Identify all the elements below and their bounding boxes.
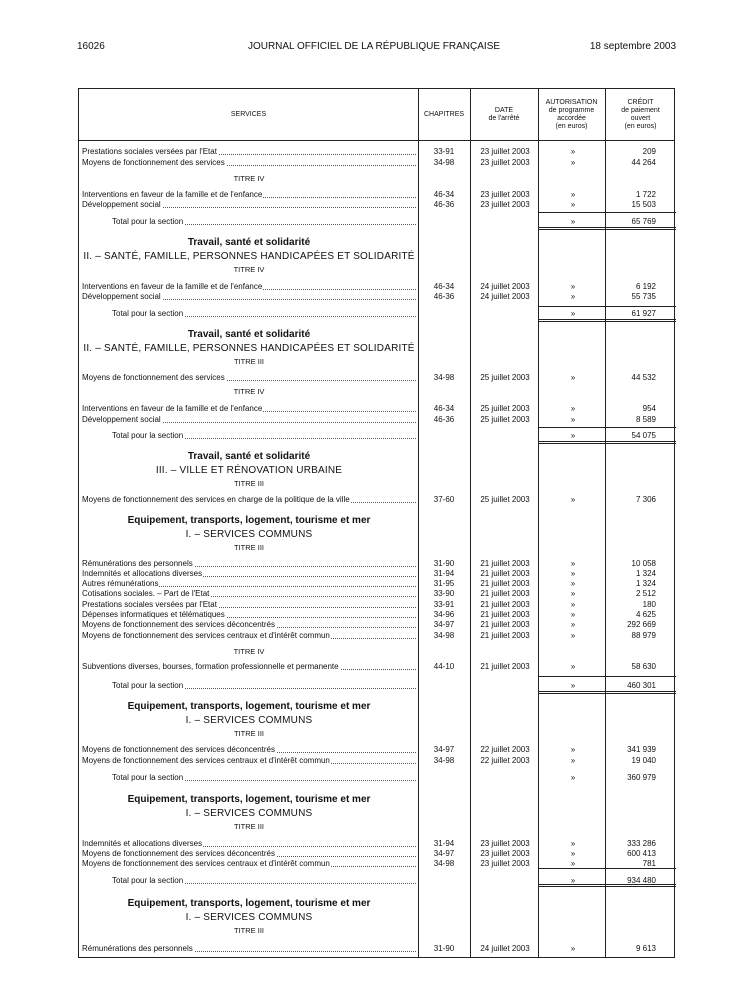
journal-title: JOURNAL OFFICIEL DE LA RÉPUBLIQUE FRANÇAISE (247, 41, 501, 52)
titre-heading: TITRE IV (233, 174, 265, 183)
table-row (79, 849, 676, 859)
authorization-amount: » (570, 373, 576, 382)
total-rule (538, 212, 676, 213)
credit-amount: 180 (642, 600, 656, 609)
titre-heading: TITRE III (234, 822, 264, 831)
section-heading: I. – SERVICES COMMUNS (185, 808, 313, 819)
decree-date: 25 juillet 2003 (480, 495, 530, 504)
chapter-code: 31-94 (433, 569, 455, 578)
row-label-text: Interventions en faveur de la famille et de l'enfance (82, 282, 263, 291)
total-double-rule (538, 319, 676, 322)
decree-date: 24 juillet 2003 (480, 944, 530, 953)
row-label (82, 745, 416, 755)
table-row (79, 756, 676, 766)
chapter-code: 46-34 (433, 282, 455, 291)
total-double-rule (538, 227, 676, 230)
decree-date: 23 juillet 2003 (480, 147, 530, 156)
chapter-code: 31-94 (433, 839, 455, 848)
authorization-amount: » (570, 404, 576, 413)
row-label (82, 859, 416, 869)
row-label-text: Moyens de fonctionnement des services déconcentrés (82, 620, 275, 629)
chapter-code: 33-91 (433, 147, 455, 156)
total-rule (538, 676, 676, 677)
credit-amount: 54 075 (631, 431, 656, 440)
total-row (79, 431, 676, 441)
row-label-text: Interventions en faveur de la famille et de l'enfance (82, 190, 263, 199)
row-label (82, 415, 416, 425)
decree-date: 21 juillet 2003 (480, 589, 530, 598)
section-heading: I. – SERVICES COMMUNS (185, 912, 313, 923)
credit-amount: 341 939 (627, 745, 656, 754)
row-label (82, 944, 416, 954)
row-label-text: Dépenses informatiques et télématiques (82, 610, 225, 619)
authorization-amount: » (570, 292, 576, 301)
ministry-heading: Travail, santé et solidarité (187, 329, 311, 340)
row-label-text: Moyens de fonctionnement des services (82, 158, 225, 167)
decree-date: 23 juillet 2003 (480, 839, 530, 848)
chapter-code: 34-98 (433, 859, 455, 868)
authorization-amount: » (570, 559, 576, 568)
column-header-autorisation-line: de programme (548, 106, 595, 114)
table-row (79, 944, 676, 954)
table-row (79, 495, 676, 505)
issue-date: 18 septembre 2003 (589, 41, 676, 52)
decree-date: 25 juillet 2003 (480, 415, 530, 424)
row-label-text: Moyens de fonctionnement des services centraux et d'intérêt commun (82, 631, 330, 640)
row-label (82, 756, 416, 766)
row-label (82, 158, 416, 168)
authorization-amount: » (570, 147, 576, 156)
row-label (82, 373, 416, 383)
section-heading: I. – SERVICES COMMUNS (185, 715, 313, 726)
table-row (79, 373, 676, 383)
chapter-code: 34-96 (433, 610, 455, 619)
row-label (82, 190, 416, 200)
decree-date: 23 juillet 2003 (480, 859, 530, 868)
decree-date: 22 juillet 2003 (480, 756, 530, 765)
decree-date: 23 juillet 2003 (480, 158, 530, 167)
chapter-code: 33-91 (433, 600, 455, 609)
chapter-code: 34-97 (433, 620, 455, 629)
authorization-amount: » (570, 944, 576, 953)
authorization-amount: » (570, 217, 576, 226)
row-label-text: Rémunérations des personnels (82, 944, 193, 953)
decree-date: 24 juillet 2003 (480, 292, 530, 301)
credit-amount: 9 613 (635, 944, 656, 953)
credit-amount: 1 324 (635, 569, 656, 578)
total-row (79, 309, 676, 319)
row-label (82, 282, 416, 292)
ministry-heading: Travail, santé et solidarité (187, 451, 311, 462)
chapter-code: 34-98 (433, 631, 455, 640)
decree-date: 21 juillet 2003 (480, 662, 530, 671)
total-row (79, 773, 676, 783)
row-label-text: Prestations sociales versées par l'Etat (82, 147, 217, 156)
ministry-heading: Equipement, transports, logement, tourisme et mer (127, 701, 371, 712)
table-row (79, 631, 676, 641)
row-label-text: Développement social (82, 292, 161, 301)
table-row (79, 859, 676, 869)
credit-amount: 61 927 (631, 309, 656, 318)
chapter-code: 31-90 (433, 944, 455, 953)
authorization-amount: » (570, 190, 576, 199)
row-label-text: Interventions en faveur de la famille et de l'enfance (82, 404, 263, 413)
authorization-amount: » (570, 431, 576, 440)
row-label-text: Moyens de fonctionnement des services déconcentrés (82, 745, 275, 754)
row-label (82, 662, 416, 672)
chapter-code: 34-97 (433, 849, 455, 858)
table-row (79, 745, 676, 755)
credits-table (78, 88, 675, 958)
decree-date: 25 juillet 2003 (480, 373, 530, 382)
row-label-text: Moyens de fonctionnement des services en charge de la politique de la ville (82, 495, 350, 504)
row-label (112, 876, 416, 886)
column-header-date-line: de l'arrêté (488, 114, 520, 122)
authorization-amount: » (570, 495, 576, 504)
credit-amount: 1 324 (635, 579, 656, 588)
chapter-code: 46-36 (433, 415, 455, 424)
titre-heading: TITRE IV (233, 647, 265, 656)
authorization-amount: » (570, 309, 576, 318)
decree-date: 21 juillet 2003 (480, 610, 530, 619)
table-row (79, 662, 676, 672)
row-label-text: Moyens de fonctionnement des services déconcentrés (82, 849, 275, 858)
authorization-amount: » (570, 589, 576, 598)
column-header-credit-line: ouvert (630, 114, 651, 122)
row-label-text: Moyens de fonctionnement des services (82, 373, 225, 382)
decree-date: 23 juillet 2003 (480, 190, 530, 199)
chapter-code: 46-36 (433, 292, 455, 301)
row-label-text: Subventions diverses, bourses, formation professionnelle et permanente (82, 662, 339, 671)
credit-amount: 6 192 (635, 282, 656, 291)
credit-amount: 333 286 (627, 839, 656, 848)
credit-amount: 4 625 (635, 610, 656, 619)
row-label-text: Rémunérations des personnels (82, 559, 193, 568)
row-label-text: Moyens de fonctionnement des services centraux et d'intérêt commun (82, 756, 330, 765)
total-rule (538, 427, 676, 428)
row-label (82, 610, 416, 620)
authorization-amount: » (570, 569, 576, 578)
column-header-credit-line: de paiement (621, 106, 660, 114)
credit-amount: 88 979 (631, 631, 656, 640)
table-row (79, 404, 676, 414)
row-label (82, 559, 416, 569)
row-label-text: Cotisations sociales. – Part de l'Etat (82, 589, 210, 598)
credit-amount: 44 264 (631, 158, 656, 167)
credit-amount: 19 040 (631, 756, 656, 765)
row-label (82, 404, 416, 414)
table-body (79, 89, 676, 959)
row-label-text: Total pour la section (112, 309, 184, 318)
authorization-amount: » (570, 282, 576, 291)
credit-amount: 292 669 (627, 620, 656, 629)
row-label-text: Autres rémunérations (82, 579, 159, 588)
column-header-date-line: DATE (494, 106, 514, 114)
row-label-text: Total pour la section (112, 431, 184, 440)
column-header-autorisation-line: AUTORISATION (545, 98, 598, 106)
authorization-amount: » (570, 859, 576, 868)
authorization-amount: » (570, 600, 576, 609)
authorization-amount: » (570, 849, 576, 858)
authorization-amount: » (570, 773, 576, 782)
credit-amount: 781 (642, 859, 656, 868)
decree-date: 21 juillet 2003 (480, 559, 530, 568)
section-heading: II. – SANTÉ, FAMILLE, PERSONNES HANDICAPÉES ET SOLIDARITÉ (83, 251, 415, 262)
authorization-amount: » (570, 579, 576, 588)
section-heading: I. – SERVICES COMMUNS (185, 529, 313, 540)
section-heading: III. – VILLE ET RÉNOVATION URBAINE (155, 465, 343, 476)
row-label-text: Prestations sociales versées par l'Etat (82, 600, 217, 609)
ministry-heading: Equipement, transports, logement, tourisme et mer (127, 515, 371, 526)
table-row (79, 620, 676, 630)
table-row (79, 600, 676, 610)
row-label-text: Indemnités et allocations diverses (82, 839, 203, 848)
table-row (79, 415, 676, 425)
credit-amount: 209 (642, 147, 656, 156)
table-row (79, 200, 676, 210)
table-row (79, 292, 676, 302)
credit-amount: 460 301 (627, 681, 656, 690)
page-number: 16026 (77, 41, 105, 52)
authorization-amount: » (570, 681, 576, 690)
decree-date: 23 juillet 2003 (480, 200, 530, 209)
titre-heading: TITRE IV (233, 387, 265, 396)
titre-heading: TITRE III (234, 729, 264, 738)
total-rule (538, 306, 676, 307)
decree-date: 25 juillet 2003 (480, 404, 530, 413)
table-row (79, 282, 676, 292)
titre-heading: TITRE IV (233, 265, 265, 274)
authorization-amount: » (570, 415, 576, 424)
row-label-text: Total pour la section (112, 217, 184, 226)
chapter-code: 31-95 (433, 579, 455, 588)
credit-amount: 360 979 (627, 773, 656, 782)
row-label-text: Total pour la section (112, 876, 184, 885)
table-row (79, 559, 676, 569)
total-row (79, 876, 676, 886)
row-label (82, 589, 416, 599)
authorization-amount: » (570, 839, 576, 848)
decree-date: 24 juillet 2003 (480, 282, 530, 291)
row-label (82, 147, 416, 157)
total-double-rule (538, 691, 676, 694)
row-label (82, 495, 416, 505)
titre-heading: TITRE III (234, 479, 264, 488)
authorization-amount: » (570, 876, 576, 885)
credit-amount: 44 532 (631, 373, 656, 382)
chapter-code: 34-98 (433, 756, 455, 765)
chapter-code: 44-10 (433, 662, 455, 671)
decree-date: 21 juillet 2003 (480, 620, 530, 629)
row-label (82, 292, 416, 302)
authorization-amount: » (570, 610, 576, 619)
decree-date: 22 juillet 2003 (480, 745, 530, 754)
authorization-amount: » (570, 662, 576, 671)
chapter-code: 34-98 (433, 373, 455, 382)
ministry-heading: Equipement, transports, logement, tourisme et mer (127, 898, 371, 909)
decree-date: 21 juillet 2003 (480, 569, 530, 578)
chapter-code: 37-60 (433, 495, 455, 504)
table-row (79, 839, 676, 849)
chapter-code: 34-97 (433, 745, 455, 754)
chapter-code: 34-98 (433, 158, 455, 167)
table-row (79, 147, 676, 157)
credit-amount: 15 503 (631, 200, 656, 209)
row-label (112, 773, 416, 783)
titre-heading: TITRE III (234, 357, 264, 366)
credit-amount: 1 722 (635, 190, 656, 199)
titre-heading: TITRE III (234, 926, 264, 935)
chapter-code: 46-34 (433, 404, 455, 413)
table-row (79, 569, 676, 579)
authorization-amount: » (570, 745, 576, 754)
row-label (82, 200, 416, 210)
titre-heading: TITRE III (234, 543, 264, 552)
total-double-rule (538, 441, 676, 444)
credit-amount: 600 413 (627, 849, 656, 858)
column-header-autorisation-line: accordée (557, 114, 586, 122)
chapter-code: 31-90 (433, 559, 455, 568)
row-label-text: Total pour la section (112, 773, 184, 782)
column-header-services-label: SERVICES (230, 110, 267, 118)
row-label (82, 849, 416, 859)
row-label (112, 309, 416, 319)
chapter-code: 46-36 (433, 200, 455, 209)
total-row (79, 681, 676, 691)
authorization-amount: » (570, 200, 576, 209)
column-header-autorisation-line: (en euros) (555, 122, 588, 130)
row-label (112, 431, 416, 441)
chapter-code: 33-90 (433, 589, 455, 598)
row-label (82, 569, 416, 579)
column-header-credit-line: (en euros) (624, 122, 657, 130)
decree-date: 21 juillet 2003 (480, 631, 530, 640)
row-label-text: Indemnités et allocations diverses (82, 569, 203, 578)
table-row (79, 190, 676, 200)
ministry-heading: Equipement, transports, logement, tourisme et mer (127, 794, 371, 805)
credit-amount: 2 512 (635, 589, 656, 598)
row-label (82, 579, 416, 589)
column-header-credit-line: CRÉDIT (627, 98, 654, 106)
table-row (79, 579, 676, 589)
credit-amount: 10 058 (631, 559, 656, 568)
credit-amount: 55 735 (631, 292, 656, 301)
chapter-code: 46-34 (433, 190, 455, 199)
table-row (79, 589, 676, 599)
credit-amount: 934 480 (627, 876, 656, 885)
credit-amount: 954 (642, 404, 656, 413)
row-label-text: Développement social (82, 200, 161, 209)
row-label-text: Développement social (82, 415, 161, 424)
credit-amount: 7 306 (635, 495, 656, 504)
decree-date: 23 juillet 2003 (480, 849, 530, 858)
row-label (112, 217, 416, 227)
table-row (79, 610, 676, 620)
row-label (112, 681, 416, 691)
authorization-amount: » (570, 756, 576, 765)
section-heading: II. – SANTÉ, FAMILLE, PERSONNES HANDICAPÉES ET SOLIDARITÉ (83, 343, 415, 354)
decree-date: 21 juillet 2003 (480, 579, 530, 588)
table-row (79, 158, 676, 168)
row-label-text: Moyens de fonctionnement des services centraux et d'intérêt commun (82, 859, 330, 868)
authorization-amount: » (570, 620, 576, 629)
ministry-heading: Travail, santé et solidarité (187, 237, 311, 248)
row-label (82, 620, 416, 630)
column-header-chapitres-label: CHAPITRES (423, 110, 465, 118)
credit-amount: 58 630 (631, 662, 656, 671)
row-label (82, 600, 416, 610)
credit-amount: 65 769 (631, 217, 656, 226)
row-label (82, 631, 416, 641)
decree-date: 21 juillet 2003 (480, 600, 530, 609)
total-row (79, 217, 676, 227)
authorization-amount: » (570, 158, 576, 167)
credit-amount: 8 589 (635, 415, 656, 424)
row-label (82, 839, 416, 849)
authorization-amount: » (570, 631, 576, 640)
row-label-text: Total pour la section (112, 681, 184, 690)
